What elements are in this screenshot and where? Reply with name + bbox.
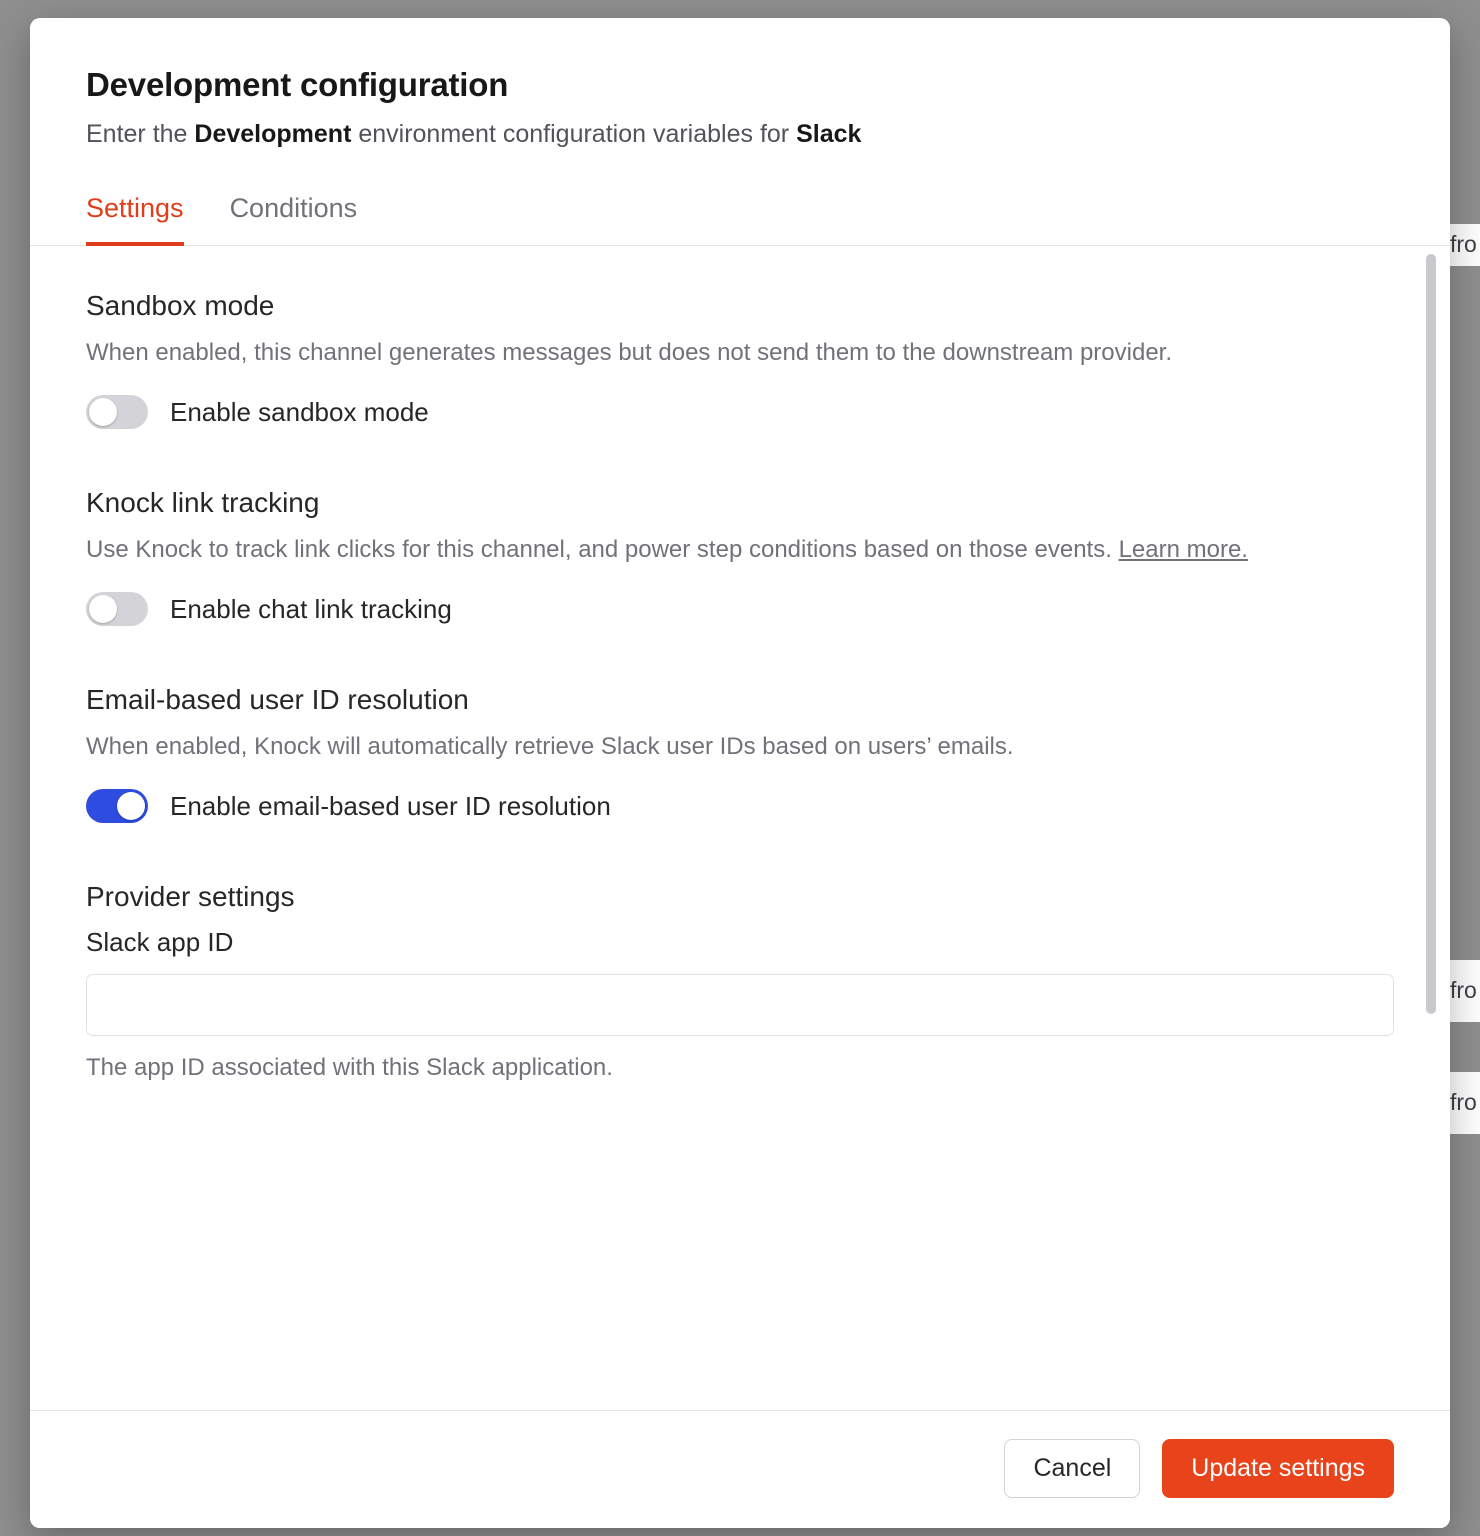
enable-sandbox-mode-toggle[interactable]	[86, 395, 148, 429]
modal-tabs	[30, 193, 1450, 246]
link-tracking-toggle-row	[86, 592, 1394, 626]
enable-email-based-user-id-resolution-label: Enable email-based user ID resolution	[170, 790, 611, 821]
settings-scrollbar[interactable]	[1426, 254, 1436, 1402]
link-tracking-description	[86, 533, 1376, 566]
toggle-knob-icon	[89, 398, 117, 426]
subtitle-environment: Development	[194, 120, 352, 148]
subtitle-middle: environment configuration variables for	[351, 120, 797, 148]
subtitle-channel: Slack	[796, 120, 862, 148]
link-tracking-learn-more-link[interactable]: Learn more.	[1118, 536, 1248, 564]
sandbox-mode-toggle-row	[86, 395, 1394, 429]
email-resolution-description: When enabled, Knock will automatically retrieve Slack user IDs based on users’ emails.	[86, 733, 1014, 761]
email-resolution-title: Email-based user ID resolution	[86, 684, 469, 716]
modal-body	[30, 246, 1450, 1410]
provider-settings-title: Provider settings	[86, 881, 295, 913]
development-configuration-modal	[30, 18, 1450, 1528]
link-tracking-description-text: Use Knock to track link clicks for this channel, and power step conditions based on those events.	[86, 536, 1112, 564]
enable-email-based-user-id-resolution-toggle[interactable]	[86, 789, 148, 823]
background-text-fragment: fro	[1444, 224, 1480, 266]
slack-app-id-help: The app ID associated with this Slack application.	[86, 1054, 613, 1082]
sandbox-mode-title: Sandbox mode	[86, 290, 275, 321]
page-title: Development configuration	[86, 66, 509, 103]
tab-conditions[interactable]: Conditions	[229, 193, 358, 223]
cancel-button[interactable]: Cancel	[1004, 1439, 1140, 1498]
toggle-knob-icon	[117, 792, 145, 820]
slack-app-id-label: Slack app ID	[86, 927, 234, 958]
section-email-based-user-id-resolution	[86, 684, 1394, 823]
section-sandbox-mode	[86, 290, 1394, 429]
section-provider-settings	[86, 881, 1394, 1082]
settings-scrollbar-thumb[interactable]	[1426, 254, 1436, 1014]
enable-chat-link-tracking-toggle[interactable]	[86, 592, 148, 626]
slack-app-id-input[interactable]	[86, 974, 1394, 1036]
link-tracking-title: Knock link tracking	[86, 487, 320, 519]
subtitle-prefix: Enter the	[86, 120, 195, 148]
modal-header	[30, 18, 1450, 149]
modal-footer	[30, 1410, 1450, 1528]
email-resolution-toggle-row	[86, 789, 1394, 823]
settings-scroll-area	[86, 246, 1394, 1410]
modal-subtitle	[86, 120, 1394, 149]
update-settings-button[interactable]: Update settings	[1162, 1439, 1394, 1498]
tab-settings[interactable]: Settings	[86, 193, 184, 246]
toggle-knob-icon	[89, 595, 117, 623]
section-knock-link-tracking	[86, 487, 1394, 626]
background-text-fragment: fro	[1444, 960, 1480, 1022]
enable-sandbox-mode-label: Enable sandbox mode	[170, 396, 429, 427]
background-text-fragment: fro	[1444, 1072, 1480, 1134]
enable-chat-link-tracking-label: Enable chat link tracking	[170, 593, 452, 624]
sandbox-mode-description: When enabled, this channel generates messages but does not send them to the downstream provider.	[86, 339, 1172, 366]
